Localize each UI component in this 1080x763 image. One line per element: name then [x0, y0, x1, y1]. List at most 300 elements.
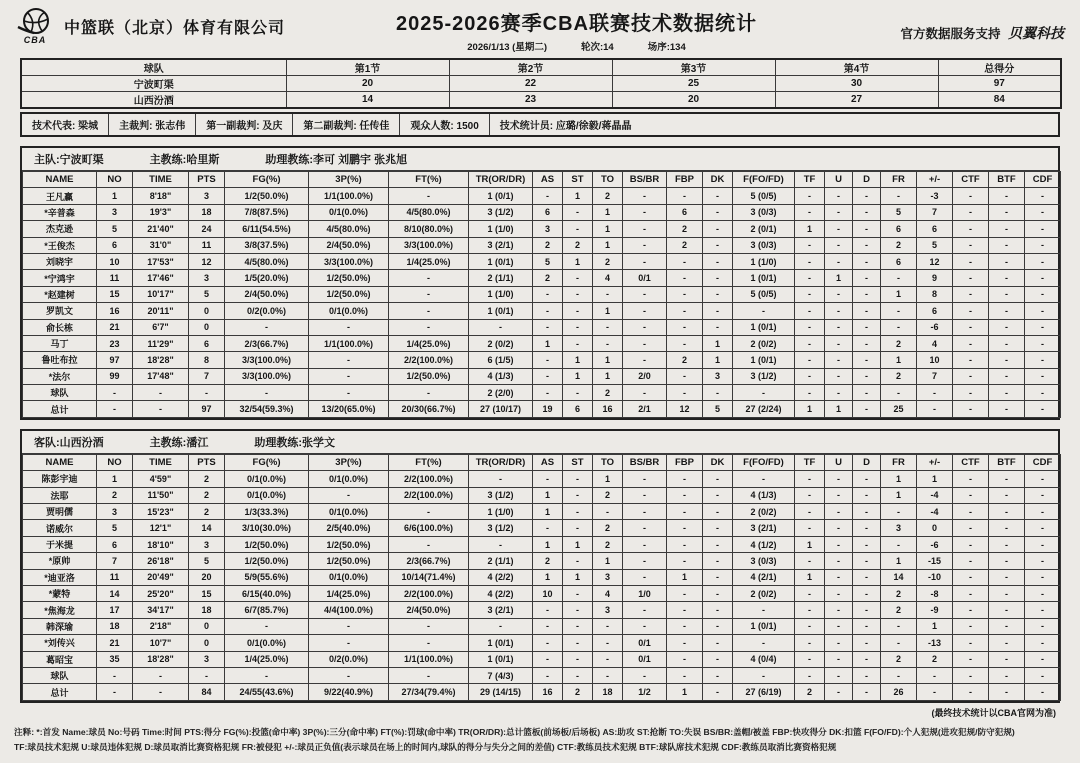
table-cell: 1: [563, 253, 593, 269]
table-cell: 2: [881, 237, 917, 253]
table-cell: 6: [563, 401, 593, 417]
table-cell: -: [667, 270, 703, 286]
table-cell: -: [623, 221, 667, 237]
table-cell: 0/1(0.0%): [309, 303, 389, 319]
table-cell: -: [1025, 635, 1061, 651]
column-header: D: [853, 172, 881, 188]
table-cell: 12: [667, 401, 703, 417]
table-cell: -: [563, 270, 593, 286]
table-cell: -: [703, 569, 733, 585]
column-header: CTF: [953, 454, 989, 470]
table-cell: -: [389, 286, 469, 302]
table-cell: 3/10(30.0%): [225, 520, 309, 536]
table-cell: 97: [938, 76, 1061, 92]
table-cell: -: [825, 237, 853, 253]
match-date: 2026/1/13 (星期二): [467, 42, 547, 53]
table-cell: 5: [917, 237, 953, 253]
table-cell: -: [1025, 667, 1061, 683]
match-round: 轮次:14: [580, 42, 614, 53]
table-cell: -: [881, 188, 917, 204]
away-team-name: 客队:山西汾酒: [34, 436, 104, 449]
table-cell: 14: [97, 585, 133, 601]
table-cell: 8/10(80.0%): [389, 221, 469, 237]
home-team-name: 主队:宁波町渠: [34, 154, 104, 166]
table-cell: -: [795, 667, 825, 683]
table-cell: -: [703, 319, 733, 335]
away-head-coach: 主教练:潘江: [149, 436, 209, 449]
table-cell: -: [667, 385, 703, 401]
table-cell: 2/2(100.0%): [389, 585, 469, 601]
table-cell: -: [667, 504, 703, 520]
table-cell: -: [853, 188, 881, 204]
table-cell: *赵建树: [23, 286, 97, 302]
table-cell: 1: [703, 352, 733, 368]
table-cell: 2 (1/1): [469, 270, 533, 286]
table-cell: 2/2(100.0%): [389, 471, 469, 487]
column-header: DK: [703, 172, 733, 188]
table-cell: -: [825, 221, 853, 237]
table-cell: 6/6(100.0%): [389, 520, 469, 536]
table-row: [23, 536, 1061, 552]
table-cell: 2: [667, 237, 703, 253]
table-cell: 4 (1/3): [733, 487, 795, 503]
table-cell: 18'10": [133, 536, 189, 552]
legend-line-2: TF:球员技术犯规 U:球员违体犯规 D:球员取消比赛资格犯规 FR:被侵犯 +/-:球员正负值(表示球员在场上的时间内,球队的得分与失分之间的差值) CTF:教练员技术犯规 BTF:球队席技术犯规 CDF:教练员取消比赛资格犯规: [14, 742, 837, 753]
column-header: FT(%): [389, 172, 469, 188]
table-cell: 1: [593, 368, 623, 384]
table-cell: -: [825, 188, 853, 204]
table-cell: -: [795, 303, 825, 319]
table-cell: -: [225, 385, 309, 401]
table-cell: -: [133, 684, 189, 700]
table-cell: -: [533, 667, 563, 683]
table-cell: -: [667, 618, 703, 634]
table-cell: -: [593, 335, 623, 351]
table-cell: -: [97, 667, 133, 683]
table-cell: 1: [825, 270, 853, 286]
table-cell: 0: [189, 303, 225, 319]
table-cell: -: [795, 204, 825, 220]
table-row: [23, 569, 1061, 585]
table-cell: 17'53": [133, 253, 189, 269]
table-cell: -: [563, 286, 593, 302]
table-cell: 0/1(0.0%): [309, 204, 389, 220]
table-cell: -: [703, 487, 733, 503]
table-cell: -: [563, 635, 593, 651]
table-cell: -: [703, 635, 733, 651]
table-cell: -: [795, 319, 825, 335]
table-cell: -: [563, 585, 593, 601]
table-cell: 3/3(100.0%): [225, 368, 309, 384]
column-header: 球队: [21, 59, 286, 76]
table-cell: -: [795, 188, 825, 204]
table-cell: 0/1(0.0%): [225, 635, 309, 651]
table-cell: 3 (1/2): [469, 204, 533, 220]
table-cell: -: [703, 585, 733, 601]
table-cell: 贾明儒: [23, 504, 97, 520]
table-cell: 1/3(33.3%): [225, 504, 309, 520]
final-stats-disclaimer: (最终技术统计以CBA官网为准): [931, 707, 1056, 718]
table-cell: -: [825, 667, 853, 683]
table-cell: 9/22(40.9%): [309, 684, 389, 700]
column-header: F(FO/FD): [733, 454, 795, 470]
table-cell: *法尔: [23, 368, 97, 384]
table-cell: 7: [917, 204, 953, 220]
table-cell: 7/8(87.5%): [225, 204, 309, 220]
table-cell: -: [853, 303, 881, 319]
table-cell: -: [563, 303, 593, 319]
table-cell: 18: [189, 602, 225, 618]
table-cell: -: [953, 667, 989, 683]
table-cell: -: [795, 335, 825, 351]
table-cell: -: [1025, 237, 1061, 253]
table-cell: 1: [917, 618, 953, 634]
table-cell: -: [703, 253, 733, 269]
table-cell: 17: [97, 602, 133, 618]
column-header: FG(%): [225, 454, 309, 470]
table-cell: -: [309, 618, 389, 634]
table-cell: 1: [563, 352, 593, 368]
table-cell: 2: [881, 651, 917, 667]
column-header: +/-: [917, 454, 953, 470]
table-cell: 32/54(59.3%): [225, 401, 309, 417]
table-cell: 1 (0/1): [469, 303, 533, 319]
table-row: [23, 368, 1061, 384]
table-cell: -: [853, 618, 881, 634]
legend-line-1: 注释: *:首发 Name:球员 No:号码 Time:时间 PTS:得分 FG(%):投篮(命中率) 3P(%):三分(命中率) FT(%):罚球(命中率) TR(OR/DR):总计篮板(前场板/后场板) AS:助攻 ST:抢断 TO:失误 BS/BR:盖帽/被盖 FBP:快攻得分 DK:扣篮 F(FO/FD):个人犯规(进攻犯规/防守犯规): [14, 726, 1015, 737]
table-cell: -: [953, 253, 989, 269]
table-cell: 5: [703, 401, 733, 417]
table-cell: -: [667, 471, 703, 487]
column-header: FR: [881, 172, 917, 188]
table-cell: 15: [97, 286, 133, 302]
column-header: 总得分: [938, 59, 1061, 76]
table-row: [23, 303, 1061, 319]
table-cell: 11: [97, 270, 133, 286]
table-cell: 6: [917, 303, 953, 319]
table-cell: -: [563, 520, 593, 536]
table-cell: -: [989, 569, 1025, 585]
table-cell: -: [703, 270, 733, 286]
table-cell: -: [623, 286, 667, 302]
table-cell: -: [825, 536, 853, 552]
table-cell: 1: [593, 471, 623, 487]
table-cell: -: [389, 618, 469, 634]
column-header: CTF: [953, 172, 989, 188]
table-cell: -: [703, 520, 733, 536]
table-cell: 6: [97, 536, 133, 552]
table-row: [21, 76, 1061, 92]
table-cell: 6: [917, 221, 953, 237]
table-cell: -: [853, 569, 881, 585]
table-cell: -: [563, 471, 593, 487]
table-cell: 球队: [23, 667, 97, 683]
table-cell: -: [533, 602, 563, 618]
sponsor-brand: 贝翼科技: [1008, 25, 1064, 41]
first-referee: 第一副裁判: 及庆: [196, 114, 293, 135]
table-cell: 84: [938, 92, 1061, 109]
table-cell: -: [853, 487, 881, 503]
away-assistant-coaches: 助理教练:张学文: [254, 436, 336, 449]
table-cell: -: [623, 204, 667, 220]
table-cell: 1: [563, 188, 593, 204]
cba-logo-text: CBA: [23, 35, 47, 45]
table-cell: 5: [189, 286, 225, 302]
table-cell: -: [953, 286, 989, 302]
table-cell: -: [1025, 553, 1061, 569]
table-cell: 2: [881, 368, 917, 384]
table-cell: 10: [917, 352, 953, 368]
table-cell: 1: [881, 471, 917, 487]
table-cell: -: [703, 385, 733, 401]
table-cell: -: [623, 253, 667, 269]
table-cell: -: [623, 536, 667, 552]
table-cell: 20/30(66.7%): [389, 401, 469, 417]
table-cell: -: [825, 520, 853, 536]
table-cell: 1/4(25.0%): [225, 651, 309, 667]
table-cell: *刘传兴: [23, 635, 97, 651]
table-cell: -: [667, 536, 703, 552]
table-cell: *迪亚洛: [23, 569, 97, 585]
score-body: [21, 76, 1061, 109]
table-cell: -: [563, 487, 593, 503]
match-meta: [344, 39, 809, 53]
column-header: ST: [563, 172, 593, 188]
table-cell: 2: [593, 253, 623, 269]
table-cell: 19: [533, 401, 563, 417]
table-cell: 总计: [23, 401, 97, 417]
table-row: [23, 471, 1061, 487]
table-cell: -: [825, 504, 853, 520]
column-header: FG(%): [225, 172, 309, 188]
table-cell: -: [623, 188, 667, 204]
table-cell: 3: [881, 520, 917, 536]
table-cell: -: [795, 553, 825, 569]
column-header: 3P(%): [309, 454, 389, 470]
table-cell: 3: [593, 602, 623, 618]
table-cell: -: [1025, 253, 1061, 269]
table-cell: 刘晓宇: [23, 253, 97, 269]
table-cell: -: [953, 352, 989, 368]
table-cell: 0/1(0.0%): [225, 487, 309, 503]
table-cell: -: [1025, 569, 1061, 585]
table-cell: 3 (2/1): [469, 237, 533, 253]
table-cell: 1: [533, 487, 563, 503]
table-cell: 1: [533, 335, 563, 351]
sponsor-label: 官方数据服务支持: [900, 27, 1001, 41]
table-cell: -: [533, 303, 563, 319]
table-row: [23, 204, 1061, 220]
table-cell: -: [953, 401, 989, 417]
table-cell: -10: [917, 569, 953, 585]
table-cell: -: [623, 520, 667, 536]
column-header: TIME: [133, 454, 189, 470]
table-cell: -: [953, 618, 989, 634]
table-cell: -: [189, 667, 225, 683]
away-stats-header-row: [23, 454, 1061, 470]
table-cell: -: [309, 667, 389, 683]
table-cell: -: [703, 303, 733, 319]
table-cell: 1: [593, 221, 623, 237]
table-cell: -: [623, 335, 667, 351]
table-cell: 1 (0/1): [733, 352, 795, 368]
table-cell: -: [1025, 618, 1061, 634]
table-cell: 7: [189, 368, 225, 384]
score-header-row: [21, 59, 1061, 76]
table-cell: 1: [533, 536, 563, 552]
table-cell: 1: [825, 401, 853, 417]
table-cell: 山西汾酒: [21, 92, 286, 109]
table-cell: -: [853, 667, 881, 683]
table-row: [23, 270, 1061, 286]
table-cell: 8'18": [133, 188, 189, 204]
table-cell: -: [795, 520, 825, 536]
table-cell: -: [1025, 536, 1061, 552]
table-row: [23, 602, 1061, 618]
table-cell: -: [989, 401, 1025, 417]
table-cell: 1/0: [623, 585, 667, 601]
table-cell: -: [953, 303, 989, 319]
table-cell: -: [825, 352, 853, 368]
column-header: FR: [881, 454, 917, 470]
table-cell: -: [733, 303, 795, 319]
legend-footnotes: [14, 725, 1066, 756]
table-cell: -: [469, 618, 533, 634]
table-cell: -: [825, 618, 853, 634]
table-cell: -: [733, 667, 795, 683]
table-cell: -: [667, 335, 703, 351]
table-cell: 22: [449, 76, 612, 92]
table-cell: 20: [612, 92, 775, 109]
table-cell: -: [953, 504, 989, 520]
column-header: BS/BR: [623, 454, 667, 470]
table-cell: 97: [97, 352, 133, 368]
table-cell: 1 (1/0): [733, 253, 795, 269]
table-row: [21, 92, 1061, 109]
table-cell: -: [881, 385, 917, 401]
table-cell: -: [989, 487, 1025, 503]
basketball-icon: [14, 7, 56, 37]
table-cell: 6/11(54.5%): [225, 221, 309, 237]
table-cell: 0/1(0.0%): [309, 471, 389, 487]
table-cell: -13: [917, 635, 953, 651]
column-header: TIME: [133, 172, 189, 188]
table-cell: -: [309, 352, 389, 368]
table-cell: 3 (1/2): [469, 487, 533, 503]
table-cell: 1/1(100.0%): [389, 651, 469, 667]
table-cell: 2: [593, 520, 623, 536]
table-cell: -: [853, 684, 881, 700]
attendance: 观众人数: 1500: [400, 114, 489, 135]
table-cell: 17'46": [133, 270, 189, 286]
table-cell: -: [225, 667, 309, 683]
table-cell: -: [853, 270, 881, 286]
table-cell: -: [881, 504, 917, 520]
table-cell: -: [133, 667, 189, 683]
table-cell: 3 (2/1): [469, 602, 533, 618]
table-cell: -8: [917, 585, 953, 601]
table-cell: 2: [563, 684, 593, 700]
table-cell: -: [953, 520, 989, 536]
table-cell: 12: [917, 253, 953, 269]
table-row: [23, 585, 1061, 601]
table-cell: -: [593, 635, 623, 651]
table-cell: 1 (0/1): [469, 635, 533, 651]
column-header: U: [825, 172, 853, 188]
table-cell: -: [953, 221, 989, 237]
table-cell: 20'11": [133, 303, 189, 319]
table-row: [23, 401, 1061, 417]
table-cell: -: [795, 602, 825, 618]
table-cell: -: [953, 553, 989, 569]
table-cell: -: [853, 635, 881, 651]
table-cell: 1 (0/1): [469, 253, 533, 269]
table-cell: 23: [449, 92, 612, 109]
table-cell: 1/2(50.0%): [309, 286, 389, 302]
table-cell: 2: [667, 352, 703, 368]
table-cell: 2: [795, 684, 825, 700]
table-cell: -: [989, 204, 1025, 220]
table-row: [23, 335, 1061, 351]
table-cell: -: [667, 319, 703, 335]
table-cell: -: [989, 635, 1025, 651]
table-cell: -: [953, 204, 989, 220]
table-cell: 20: [286, 76, 449, 92]
table-cell: 1: [563, 569, 593, 585]
table-cell: 11'29": [133, 335, 189, 351]
table-cell: 1: [593, 237, 623, 253]
table-cell: 5: [97, 221, 133, 237]
table-cell: -: [703, 221, 733, 237]
table-cell: -: [667, 553, 703, 569]
table-cell: -: [795, 585, 825, 601]
table-cell: -: [563, 385, 593, 401]
table-cell: 2: [533, 237, 563, 253]
table-cell: -: [853, 504, 881, 520]
column-header: TO: [593, 454, 623, 470]
table-cell: 陈彭宇迪: [23, 471, 97, 487]
table-cell: 3 (0/3): [733, 204, 795, 220]
table-cell: 1: [563, 536, 593, 552]
table-cell: -: [825, 651, 853, 667]
table-cell: -: [825, 385, 853, 401]
table-cell: -: [623, 553, 667, 569]
table-cell: -: [703, 286, 733, 302]
table-cell: -: [1025, 303, 1061, 319]
table-cell: -: [953, 585, 989, 601]
table-cell: -: [1025, 651, 1061, 667]
table-cell: 1/4(25.0%): [389, 253, 469, 269]
table-cell: 18: [593, 684, 623, 700]
table-cell: -: [189, 385, 225, 401]
table-cell: 29 (14/15): [469, 684, 533, 700]
table-cell: -: [953, 319, 989, 335]
table-cell: 3: [189, 536, 225, 552]
table-cell: 1: [795, 401, 825, 417]
table-cell: 21'40": [133, 221, 189, 237]
table-cell: 14: [881, 569, 917, 585]
table-cell: 14: [286, 92, 449, 109]
table-cell: -: [563, 618, 593, 634]
table-cell: -: [825, 368, 853, 384]
table-cell: -: [1025, 585, 1061, 601]
table-cell: -: [953, 569, 989, 585]
table-cell: 2/5(40.0%): [309, 520, 389, 536]
header-left: [14, 7, 344, 45]
table-cell: 4 (2/2): [469, 585, 533, 601]
table-cell: 2'18": [133, 618, 189, 634]
table-cell: -: [667, 253, 703, 269]
